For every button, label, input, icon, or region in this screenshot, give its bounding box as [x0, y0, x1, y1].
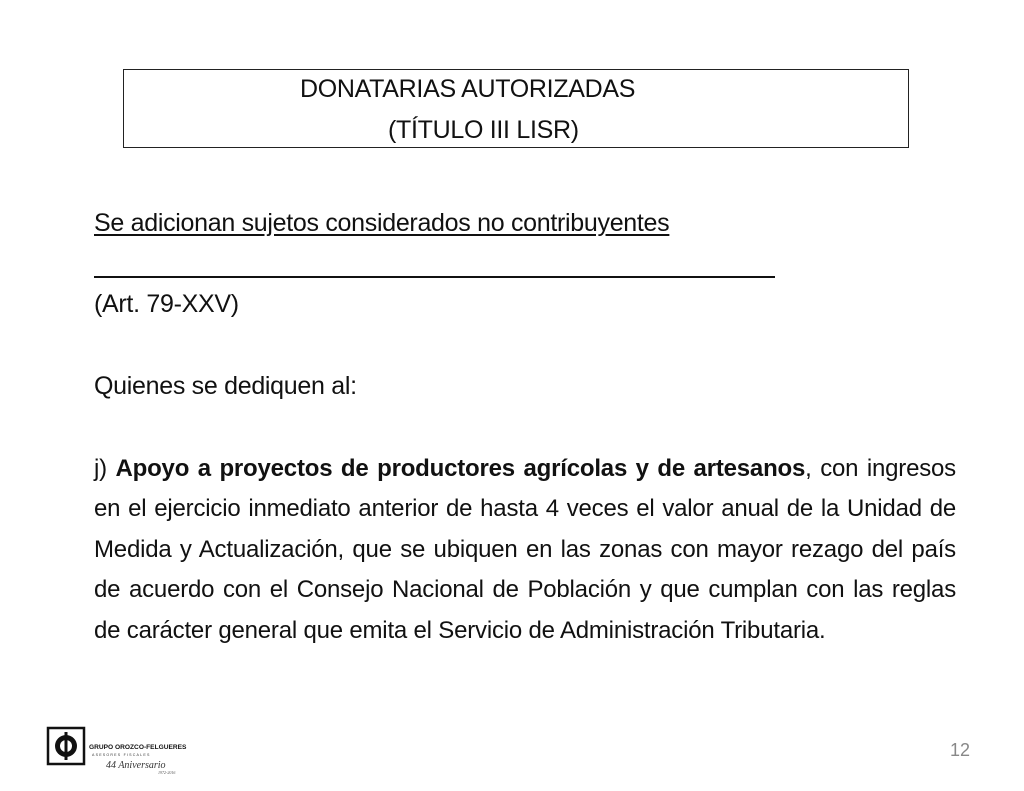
intro-text: Quienes se dediquen al:: [94, 372, 357, 400]
logo-subtitle: ASESORES FISCALES: [92, 753, 151, 757]
logo-name: GRUPO OROZCO-FELGUERES: [89, 744, 187, 751]
article-reference: (Art. 79-XXV): [94, 290, 239, 318]
slide-title: DONATARIAS AUTORIZADAS: [300, 75, 636, 103]
section-heading: Se adicionan sujetos considerados no contribuyentes: [94, 209, 670, 237]
divider-line: [94, 276, 775, 278]
company-logo: [46, 724, 196, 776]
logo-mark-bar-icon: [65, 732, 68, 760]
page-number: 12: [950, 740, 971, 760]
paragraph-bold-text: Apoyo a proyectos de productores agrícolas y de artesanos: [115, 455, 806, 482]
paragraph-text: , con ingresos en el ejercicio inmediato anterior de hasta 4 veces el valor anual de la Unidad de Medida y Actualización, que se ubiquen en las zonas con mayor rezago del país de acuerdo con el Consejo Nacional de Población y que cumplan con las reglas de carácter general que emita el Servicio de Administración Tributaria.: [94, 455, 956, 644]
logo-anniversary: 44 Aniversario: [106, 760, 166, 771]
slide-subtitle: (TÍTULO III LISR): [388, 116, 579, 144]
logo-years: 1972-2016: [158, 770, 176, 775]
paragraph-prefix: j): [94, 455, 116, 482]
body-paragraph: [94, 449, 956, 651]
